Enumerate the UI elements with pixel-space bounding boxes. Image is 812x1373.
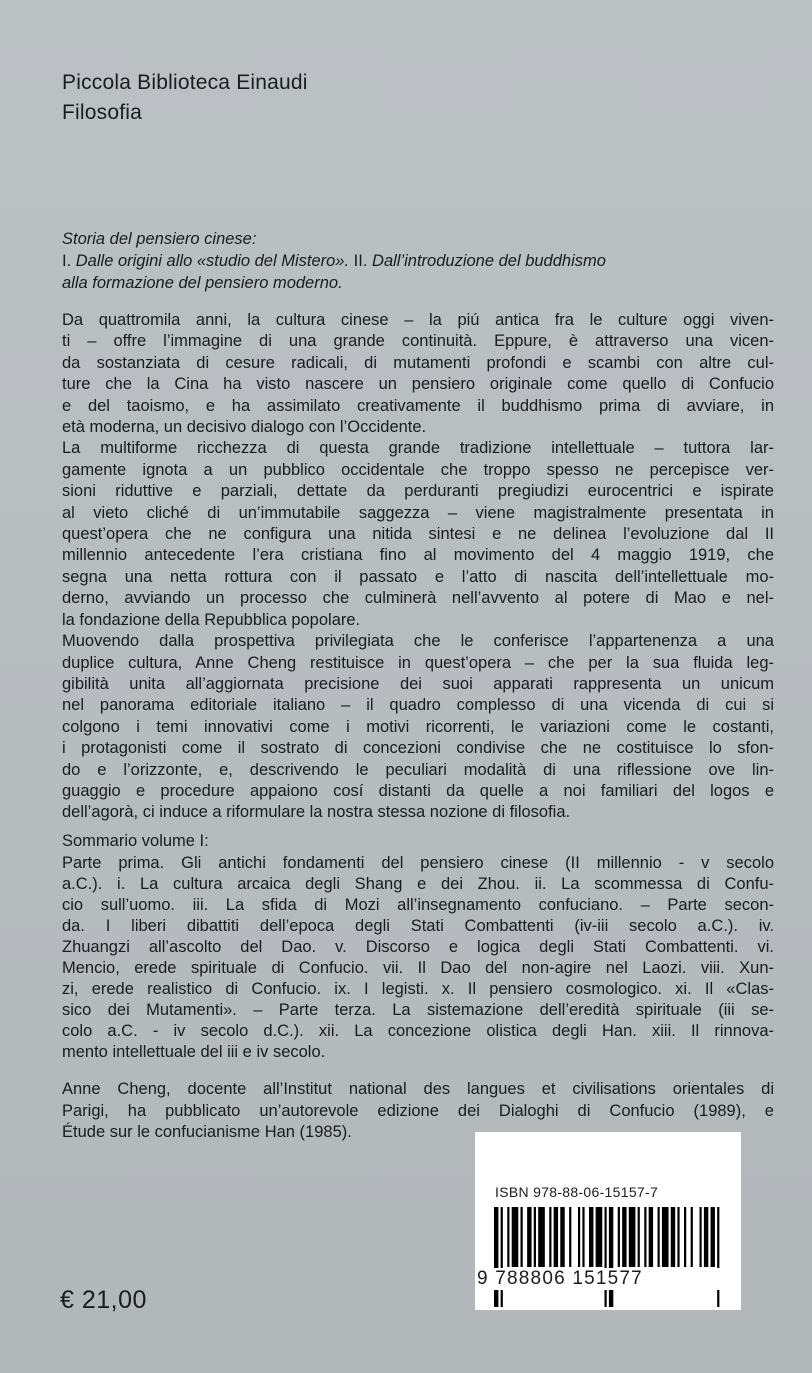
- barcode-bar: [560, 1207, 564, 1267]
- barcode-bar: [671, 1207, 675, 1267]
- blurb-text: [62, 310, 774, 824]
- summary-heading: Sommario volume I:: [62, 832, 209, 850]
- barcode-digits: 9 788806 151577: [477, 1268, 739, 1290]
- barcode-bar: [534, 1207, 536, 1267]
- barcode-box: [475, 1132, 741, 1310]
- text-line: la fondazione della Repubblica popolare.: [62, 610, 361, 629]
- barcode-bar: [554, 1207, 558, 1267]
- series-title: [62, 68, 308, 128]
- text-line: mento intellettuale del iii e iv secolo.: [62, 1043, 326, 1061]
- text-line: dell’agorà, ci induce a riformulare la nostra stessa nozione di filosofia.: [62, 803, 571, 822]
- vol2-number: II.: [353, 252, 368, 270]
- barcode-bar: [578, 1207, 580, 1267]
- text-line: Étude sur le confucianisme Han (1985).: [62, 1123, 352, 1141]
- barcode-bar: [717, 1207, 719, 1307]
- barcode-bar: [638, 1207, 640, 1267]
- barcode-bar: [521, 1207, 523, 1267]
- text-line: età moderna, un decisivo dialogo con l’Occidente.: [62, 418, 427, 437]
- text-line: da sostanziata di cesure radicali, di mutamenti profondi e scambi con altre cul-: [62, 353, 774, 372]
- barcode-bar: [691, 1207, 693, 1267]
- text-line: Zhuangzi all’ascolto del Dao. v. Discorso e logica degli Stati Combattenti. vi.: [62, 938, 774, 956]
- text-line: duplice cultura, Anne Cheng restituisce in quest’opera – che per la sua fluida leg-: [62, 653, 774, 672]
- subtitle-line-1: Storia del pensiero cinese:: [62, 230, 257, 248]
- text-line: Da quattromila anni, la cultura cinese – la piú antica fra le culture oggi viven-: [62, 311, 774, 329]
- barcode-bar: [604, 1207, 606, 1307]
- text-line: sioni riduttive e parziali, dettate da perduranti pregiudizi eurocentrici e ispirate: [62, 482, 774, 501]
- vol1-number: I.: [62, 252, 72, 270]
- barcode-bar: [711, 1207, 715, 1267]
- barcode-bar: [658, 1207, 660, 1267]
- barcode-bar: [649, 1207, 653, 1267]
- text-line: i protagonisti come il sostrato di concezioni condivise che ne costituisce lo sfon-: [62, 739, 774, 758]
- text-line: Muovendo dalla prospettiva privilegiata che le conferisce l’appartenenza a una: [62, 632, 774, 651]
- barcode-bar: [507, 1207, 509, 1267]
- text-line: cio sull’uomo. iii. La sfida di Mozi all’insegnamento confuciano. – Parte secon-: [62, 896, 774, 914]
- text-line: La multiforme ricchezza di questa grande tradizione intellettuale – tuttora lar-: [62, 439, 774, 458]
- series-name: Piccola Biblioteca Einaudi: [62, 71, 308, 94]
- text-line: guaggio e procedure appaiono cosí distanti da quelle a noi familiari del logos e: [62, 781, 774, 800]
- text-line: e del taoismo, e ha assimilato creativamente il buddhismo prima di avviare, in: [62, 396, 774, 415]
- subtitle-line-2: [62, 250, 774, 272]
- barcode-bar: [569, 1207, 571, 1267]
- text-line: Mencio, erede spirituale di Confucio. vii. Il Dao del non-agire nel Laozi. viii. Xun-: [62, 959, 774, 977]
- text-line: sico dei Mutamenti». – Parte terza. La sistemazione dell’eredità spirituale (iii se-: [62, 1001, 774, 1019]
- barcode-bar: [684, 1207, 686, 1267]
- barcode-bar: [609, 1207, 613, 1307]
- vol1-title: Dalle origini allo «studio del Mistero».: [75, 252, 350, 270]
- barcode-bar: [589, 1207, 593, 1267]
- barcode-bar: [512, 1207, 519, 1267]
- text-line: millennio antecedente l’era cristiana fino al movimento del 4 maggio 1919, che: [62, 546, 774, 565]
- text-line: quest’opera che ne configura una nitida sintesi e ne delinea l’evoluzione dal II: [62, 525, 774, 544]
- text-line: nel panorama editoriale italiano – il quadro complesso di una vicenda di cui si: [62, 696, 774, 715]
- text-line: da. I liberi dibattiti dell’epoca degli Stati Combattenti (iv-iii secolo a.C.). iv.: [62, 917, 774, 935]
- barcode-bar: [704, 1207, 708, 1267]
- book-subtitle: [62, 228, 774, 294]
- text-line: do e l’orizzonte, e, descrivendo le peculiari modalità di una riflessione ove lin-: [62, 760, 774, 779]
- text-line: Parte prima. Gli antichi fondamenti del pensiero cinese (II millennio - v secolo: [62, 854, 774, 872]
- subtitle-line-3: alla formazione del pensiero moderno.: [62, 274, 343, 292]
- barcode-bar: [596, 1207, 603, 1267]
- text-line: ture che la Cina ha visto nascere un pensiero originale come quello di Confucio: [62, 375, 774, 394]
- summary-text: [62, 853, 774, 1063]
- price: € 21,00: [60, 1286, 147, 1314]
- barcode-bar: [677, 1207, 679, 1267]
- text-line: al vieto cliché di un’immutabile saggezza – viene magistralmente presentata in: [62, 503, 774, 522]
- text-line: ti – offre l’immagine di una grande continuità. Eppure, è attraverso una vicen-: [62, 332, 774, 351]
- barcode-bar: [501, 1207, 503, 1307]
- text-line: segna una netta rottura con il passato e l’atto di nascita dell’intellettuale mo-: [62, 567, 774, 586]
- text-line: gibilità unita all’aggiornata precisione dei suoi apparati rappresenta un unicum: [62, 674, 774, 693]
- text-line: Parigi, ha pubblicato un’autorevole edizione dei Dialoghi di Confucio (1989), e: [62, 1101, 774, 1120]
- text-line: a.C.). i. La cultura arcaica degli Shang e dei Zhou. ii. La scommessa di Confu-: [62, 875, 774, 893]
- barcode-bar: [538, 1207, 545, 1267]
- text-line: colo a.C. - iv secolo d.C.). xii. La concezione olistica degli Han. xiii. Il rinnova-: [62, 1022, 774, 1040]
- barcode-icon: [494, 1207, 726, 1307]
- barcode-bar: [629, 1207, 636, 1267]
- barcode-bar: [699, 1207, 701, 1267]
- barcode-bar: [644, 1207, 646, 1267]
- barcode-bar: [549, 1207, 551, 1267]
- text-line: derno, avviando un processo che culminerà nell’avvento al potere di Mao e nel-: [62, 589, 774, 608]
- barcode-bar: [662, 1207, 669, 1267]
- text-line: colgono i temi innovativi come i motivi ricorrenti, le variazioni come le costanti,: [62, 717, 774, 736]
- barcode-bar: [582, 1207, 584, 1267]
- barcode-bar: [527, 1207, 531, 1267]
- text-line: Anne Cheng, docente all’Institut national des langues et civilisations orientales di: [62, 1080, 774, 1098]
- vol2-title: Dall’introduzione del buddhismo: [372, 252, 606, 270]
- barcode-bar: [622, 1207, 626, 1267]
- barcode-bar: [494, 1207, 498, 1307]
- isbn-label: ISBN 978-88-06-15157-7: [495, 1184, 659, 1200]
- series-subject: Filosofia: [62, 101, 142, 124]
- text-line: gamente ignota a un pubblico occidentale che troppo spesso ne percepisce ver-: [62, 460, 774, 479]
- barcode-bar: [618, 1207, 620, 1267]
- text-line: zi, erede realistico di Confucio. ix. I legisti. x. Il pensiero cosmologico. xi. Il «Clas-: [62, 980, 774, 998]
